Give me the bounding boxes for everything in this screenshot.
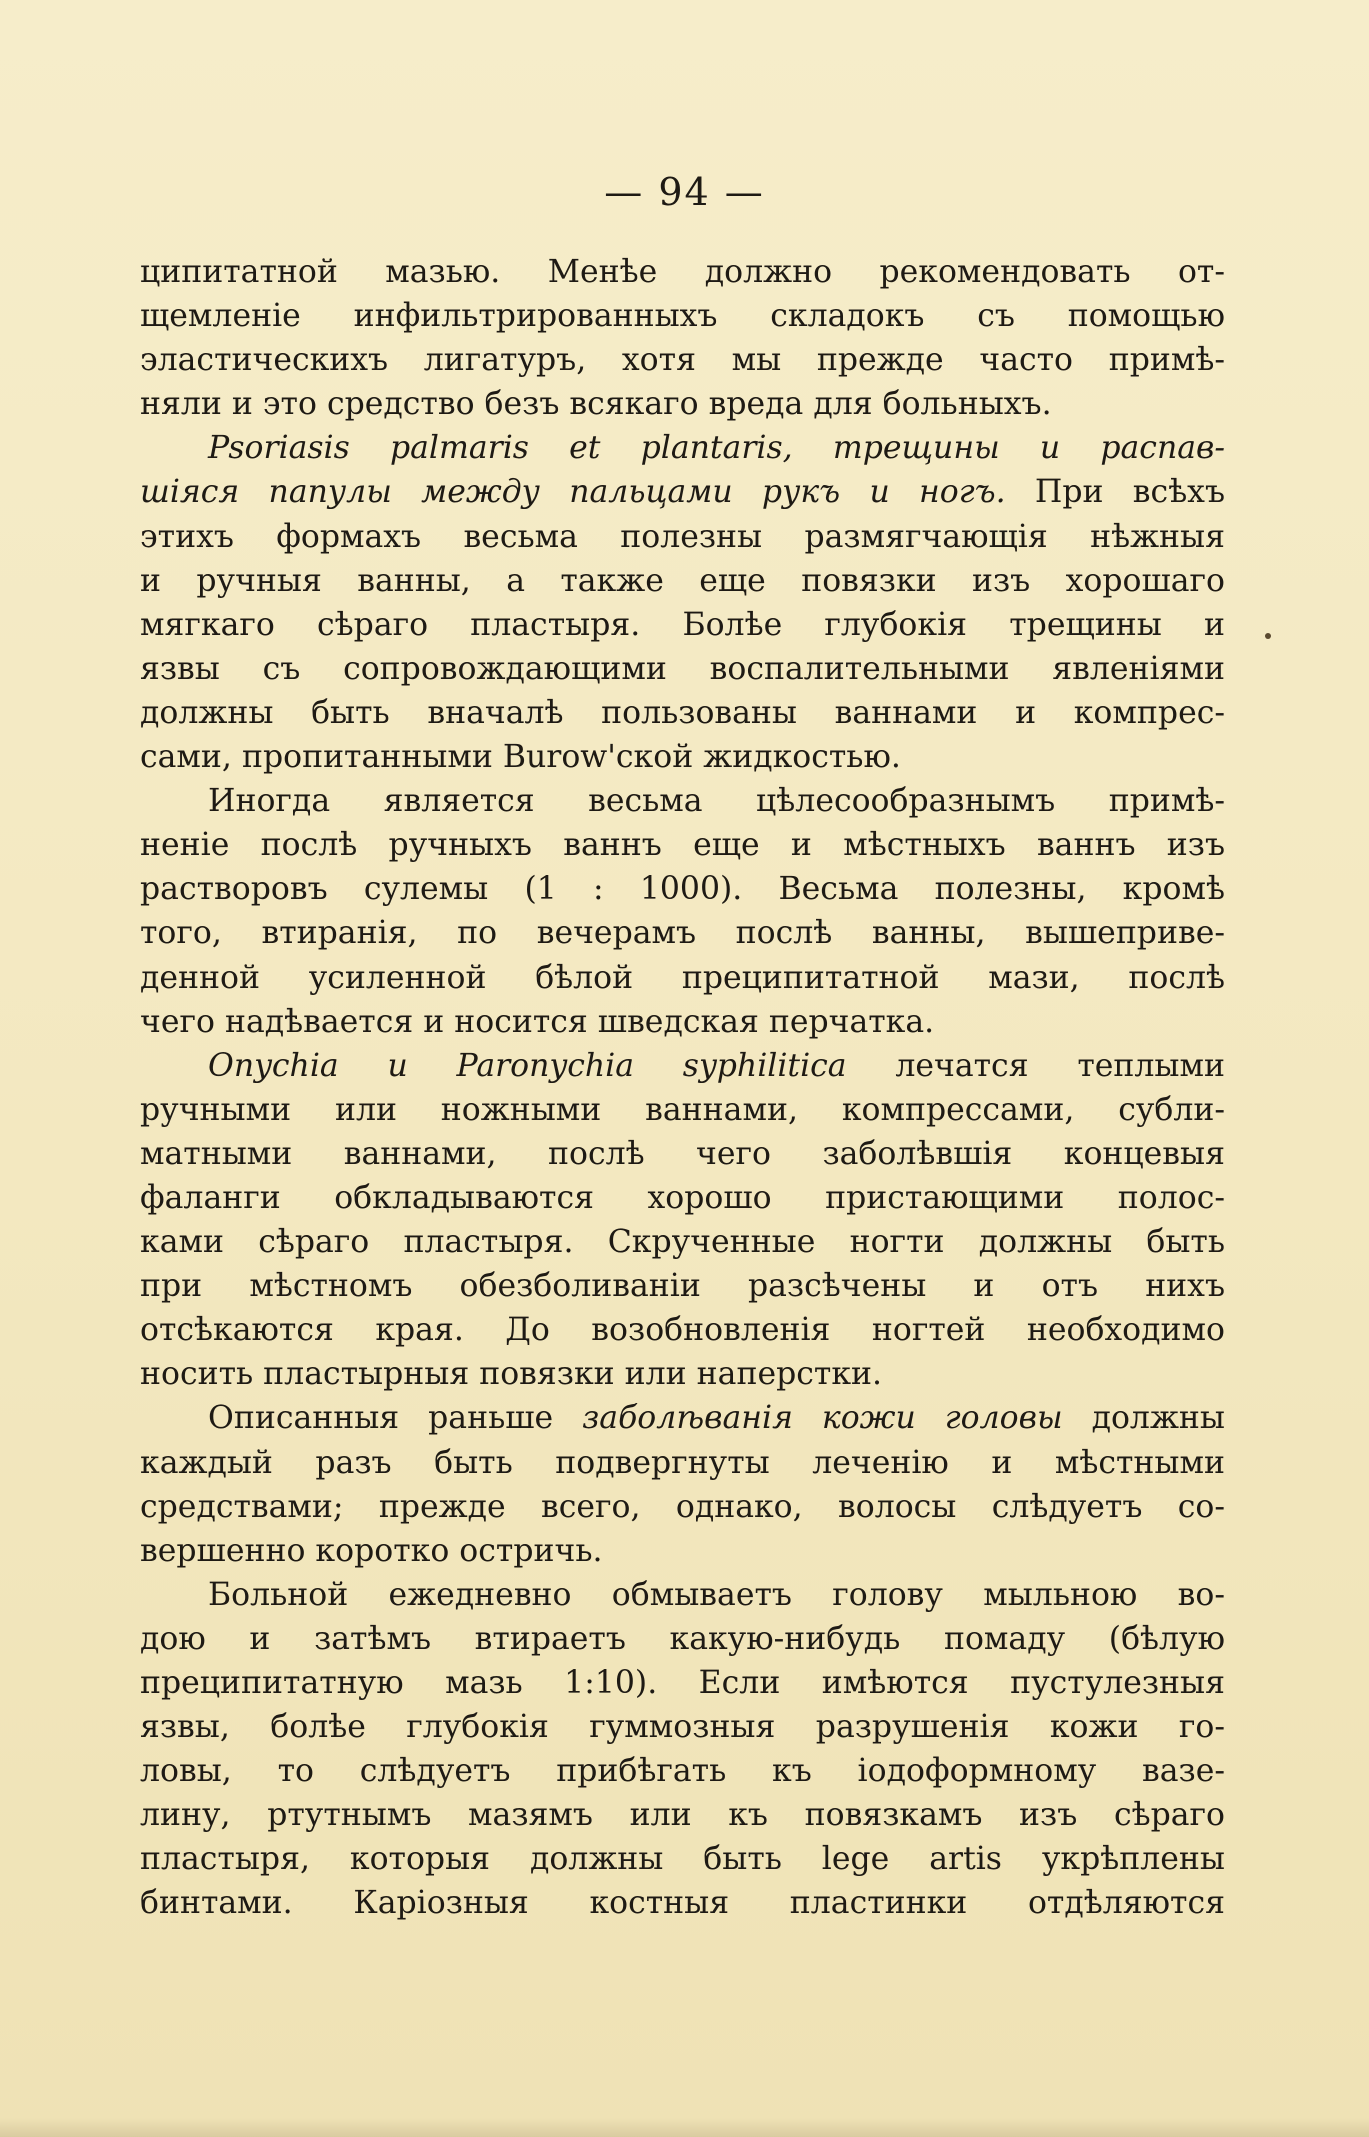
text-line: лину, ртутнымъ мазямъ или къ повязкамъ изъ сѣраго: [140, 1797, 1225, 1834]
text-line: вершенно коротко остричь.: [140, 1532, 603, 1569]
text-span: При всѣхъ: [1005, 474, 1225, 511]
text-line: ципитатной мазью. Менѣе должно рекомендовать от-: [140, 254, 1225, 290]
text-line: чего надѣвается и носится шведская перчатка.: [140, 1003, 935, 1040]
text-span: Описанныя раньше: [208, 1400, 583, 1437]
text-line: дою и затѣмъ втираетъ какую-нибудь помаду (бѣлую: [140, 1620, 1225, 1657]
page-edge: [0, 2118, 1369, 2137]
text-line: Больной ежедневно обмываетъ голову мыльною во-: [208, 1576, 1225, 1613]
text-line: этихъ формахъ весьма полезны размягчающія нѣжныя: [140, 518, 1225, 555]
text-line: Psoriasis palmaris et plantaris, трещины и распав-: [208, 430, 1225, 467]
text-line: каждый разъ быть подвергнуты леченію и мѣстными: [140, 1444, 1225, 1481]
text-line: должны быть вначалѣ пользованы ваннами и компрес-: [140, 694, 1225, 731]
italic-heading: Onychia и Paronychia syphilitica: [208, 1047, 847, 1084]
text-line: язвы, болѣе глубокія гуммозныя разрушенія кожи го-: [140, 1709, 1225, 1746]
page-number: — 94 —: [604, 170, 765, 214]
italic-heading: заболѣванія кожи головы: [582, 1400, 1063, 1437]
text-line: язвы съ сопровождающими воспалительными явленіями: [140, 650, 1225, 687]
text-line: Иногда является весьма цѣлесообразнымъ примѣ-: [208, 783, 1225, 820]
text-span: лечатся теплыми: [846, 1047, 1225, 1084]
text-span: должны: [1062, 1400, 1225, 1437]
text-line: неніе послѣ ручныхъ ваннъ еще и мѣстныхъ ваннъ изъ: [140, 827, 1225, 864]
text-line: преципитатную мазь 1:10). Если имѣются пустулезныя: [140, 1665, 1225, 1701]
text-line: мягкаго сѣраго пластыря. Болѣе глубокія трещины и: [140, 606, 1225, 643]
text-line: при мѣстномъ обезболиваніи разсѣчены и отъ нихъ: [140, 1268, 1225, 1305]
italic-heading: шіяся папулы между пальцами рукъ и ногъ.: [140, 474, 1006, 511]
body-text: [140, 250, 1225, 1926]
text-line: бинтами. Каріозныя костныя пластинки отдѣляются: [140, 1885, 1225, 1922]
text-line: и ручныя ванны, а также еще повязки изъ хорошаго: [140, 562, 1225, 599]
text-line: эластическихъ лигатуръ, хотя мы прежде часто примѣ-: [140, 342, 1225, 379]
text-line: ловы, то слѣдуетъ прибѣгать къ іодоформному вазе-: [140, 1753, 1225, 1790]
margin-dot: [1265, 633, 1271, 639]
text-line: растворовъ сулемы (1 : 1000). Весьма полезны, кромѣ: [140, 871, 1225, 908]
text-line: матными ваннами, послѣ чего заболѣвшія концевыя: [140, 1135, 1225, 1172]
text-line: пластыря, которыя должны быть lege artis укрѣплены: [140, 1841, 1225, 1878]
text-line: того, втиранія, по вечерамъ послѣ ванны, вышеприве-: [140, 915, 1225, 952]
text-line: ками сѣраго пластыря. Скрученные ногти должны быть: [140, 1224, 1225, 1261]
text-line: сами, пропитанными Burow'ской жидкостью.: [140, 739, 901, 776]
text-line: фаланги обкладываются хорошо пристающими полос-: [140, 1179, 1225, 1216]
text-line: няли и это средство безъ всякаго вреда для больныхъ.: [140, 386, 1052, 423]
text-line: ручными или ножными ваннами, компрессами, субли-: [140, 1091, 1225, 1128]
text-line: [140, 1044, 1225, 1088]
text-line: средствами; прежде всего, однако, волосы слѣдуетъ со-: [140, 1488, 1225, 1525]
text-line: денной усиленной бѣлой преципитатной мази, послѣ: [140, 959, 1225, 996]
text-line: [140, 470, 1225, 514]
text-line: щемленіе инфильтрированныхъ складокъ съ помощью: [140, 298, 1225, 335]
text-line: отсѣкаются края. До возобновленія ногтей необходимо: [140, 1312, 1225, 1349]
text-line: [140, 1396, 1225, 1440]
text-line: носить пластырныя повязки или наперстки.: [140, 1356, 883, 1393]
